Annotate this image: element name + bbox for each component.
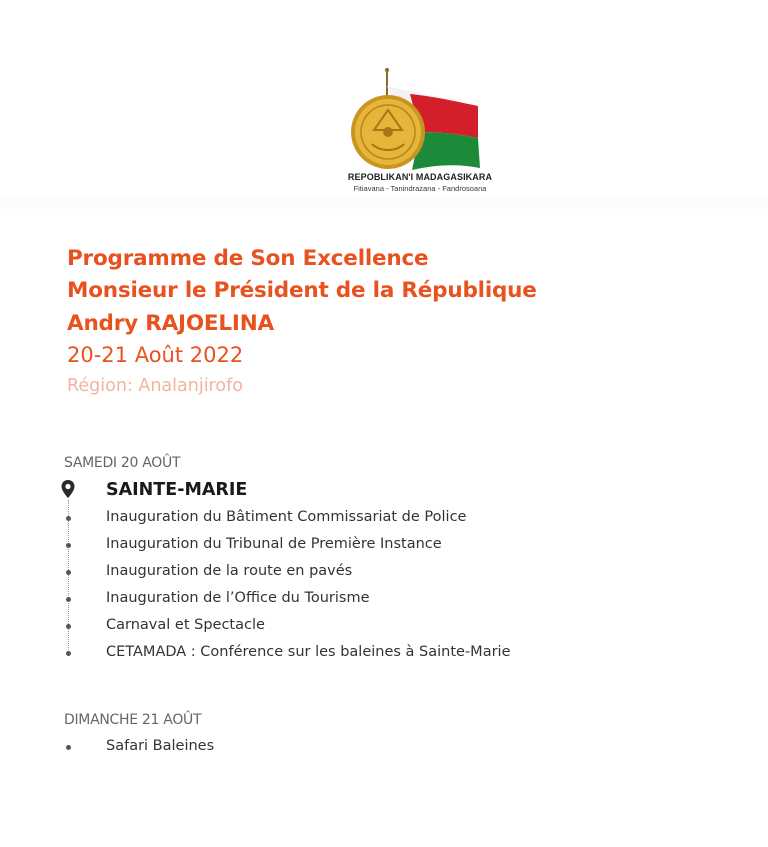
event-item: Inauguration de la route en pavés <box>106 563 353 579</box>
event-item: Inauguration du Tribunal de Première Instance <box>106 536 442 552</box>
day-heading-saturday: SAMEDI 20 AOÛT <box>64 455 181 471</box>
programme-dates: 20-21 Août 2022 <box>67 343 244 367</box>
list-bullet <box>66 745 71 750</box>
timeline-bullet <box>66 651 71 656</box>
header-band <box>0 196 768 218</box>
event-item: Inauguration de l’Office du Tourisme <box>106 590 370 606</box>
title-line-2: Monsieur le Président de la République <box>67 278 537 303</box>
day-heading-sunday: DIMANCHE 21 AOÛT <box>64 712 202 728</box>
title-line-1: Programme de Son Excellence <box>67 246 429 271</box>
timeline-line <box>68 500 69 656</box>
country-name: REPOBLIKAN'I MADAGASIKARA <box>347 172 493 182</box>
event-item: Inauguration du Bâtiment Commissariat de Police <box>106 509 467 525</box>
timeline-bullet <box>66 516 71 521</box>
timeline-bullet <box>66 543 71 548</box>
timeline-bullet <box>66 624 71 629</box>
location-sainte-marie: SAINTE-MARIE <box>106 480 248 500</box>
madagascar-emblem <box>340 66 500 172</box>
timeline-bullet <box>66 597 71 602</box>
timeline-bullet <box>66 570 71 575</box>
event-item: Safari Baleines <box>106 738 215 754</box>
event-item: CETAMADA : Conférence sur les baleines à Sainte-Marie <box>106 644 511 660</box>
location-pin-icon <box>60 479 76 499</box>
title-line-3: Andry RAJOELINA <box>67 311 274 336</box>
national-motto: Fitiavana - Tanindrazana - Fandrosoana <box>353 184 487 193</box>
event-item: Carnaval et Spectacle <box>106 617 265 633</box>
programme-region: Région: Analanjirofo <box>67 376 243 396</box>
